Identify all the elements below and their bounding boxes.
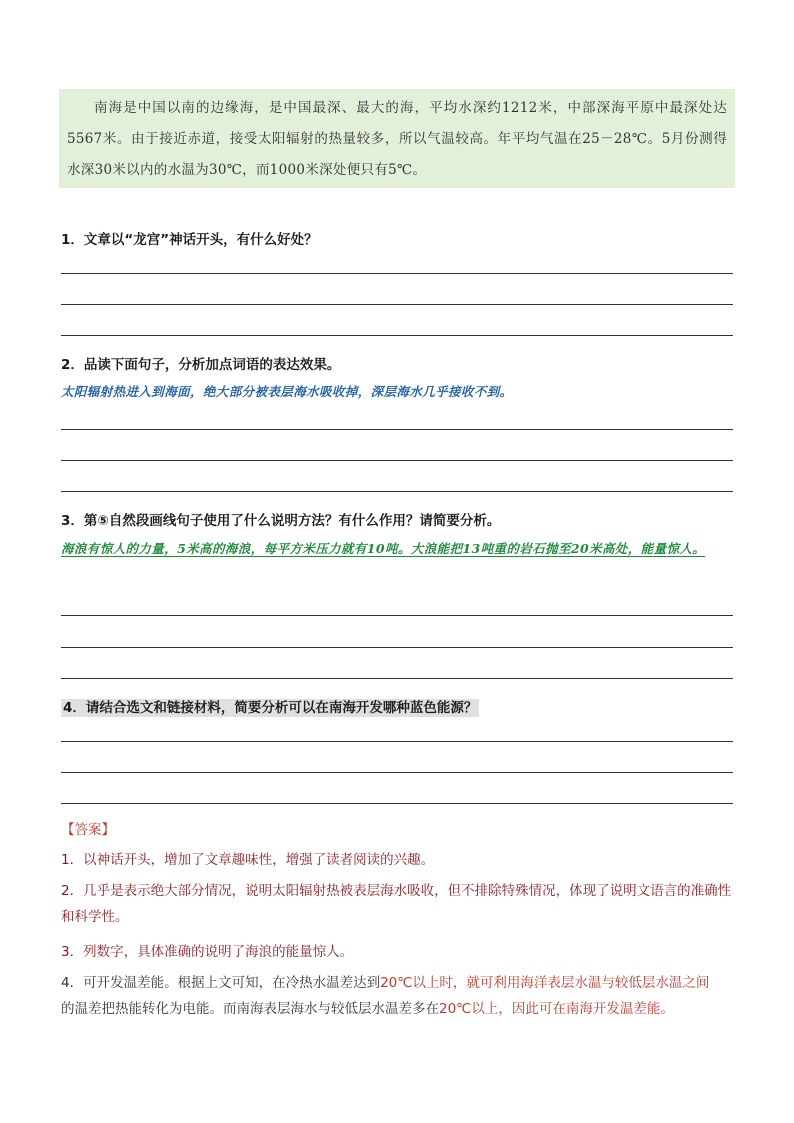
reading-passage: 南海是中国以南的边缘海，是中国最深、最大的海，平均水深约1212米，中部深海平原中最深处达5567米。由于接近赤道，接受太阳辐射的热量较多，所以气温较高。年平均气温在25－28℃。5月份测得水深30米以内的水温为30℃，而1000米深处便只有5℃。 (59, 89, 735, 188)
answer-4-part: 20℃以上，因此可在南海开发温差能。 (439, 1001, 674, 1017)
answer-line[interactable] (61, 335, 733, 336)
question-1: 1．文章以“龙宫”神话开头，有什么好处？ (61, 232, 318, 248)
answer-line[interactable] (61, 772, 733, 773)
answer-line[interactable] (61, 273, 733, 274)
answer-4 (61, 970, 737, 1022)
answer-2: 2．几乎是表示绝大部分情况，说明太阳辐射热被表层海水吸收，但不排除特殊情况，体现了说明文语言的准确性和科学性。 (61, 883, 732, 925)
question-2-quote: 太阳辐射热进入到海面，绝大部分被表层海水吸收掉，深层海水几乎接收不到。 (61, 384, 513, 399)
question-3-quote: 海浪有惊人的力量，5米高的海浪，每平方米压力就有10吨。大浪能把13吨重的岩石抛至20米高处，能量惊人。 (61, 541, 706, 556)
answer-4-part: 的温差把热能转化为电能。而南海表层海水与较低层水温差多在 (61, 1001, 439, 1017)
question-4-text: 4．请结合选文和链接材料，简要分析可以在南海开发哪种蓝色能源？ (63, 700, 478, 716)
answer-line[interactable] (61, 678, 733, 679)
question-2: 2．品读下面句子，分析加点词语的表达效果。 (61, 357, 341, 373)
answer-line[interactable] (61, 304, 733, 305)
answer-heading: 【答案】 (61, 822, 115, 838)
answer-4-part: 就可利用海洋表层水温与较低层水温之间 (466, 975, 710, 991)
answer-line[interactable] (61, 429, 733, 430)
answer-4-part: 4．可开发温差能。根据上文可知，在冷热水温差达到 (61, 975, 381, 991)
question-3: 3．第⑤自然段画线句子使用了什么说明方法？有什么作用？请简要分析。 (61, 513, 501, 529)
answer-line[interactable] (61, 615, 733, 616)
answer-4-part: 20℃以上时， (380, 975, 467, 991)
answer-1: 1．以神话开头，增加了文章趣味性，增强了读者阅读的兴趣。 (61, 852, 435, 868)
answer-line[interactable] (61, 460, 733, 461)
answer-3: 3．列数字，具体准确的说明了海浪的能量惊人。 (61, 944, 354, 960)
answer-line[interactable] (61, 741, 733, 742)
question-4 (61, 696, 479, 716)
answer-line[interactable] (61, 491, 733, 492)
answer-line[interactable] (61, 647, 733, 648)
answer-line[interactable] (61, 803, 733, 804)
